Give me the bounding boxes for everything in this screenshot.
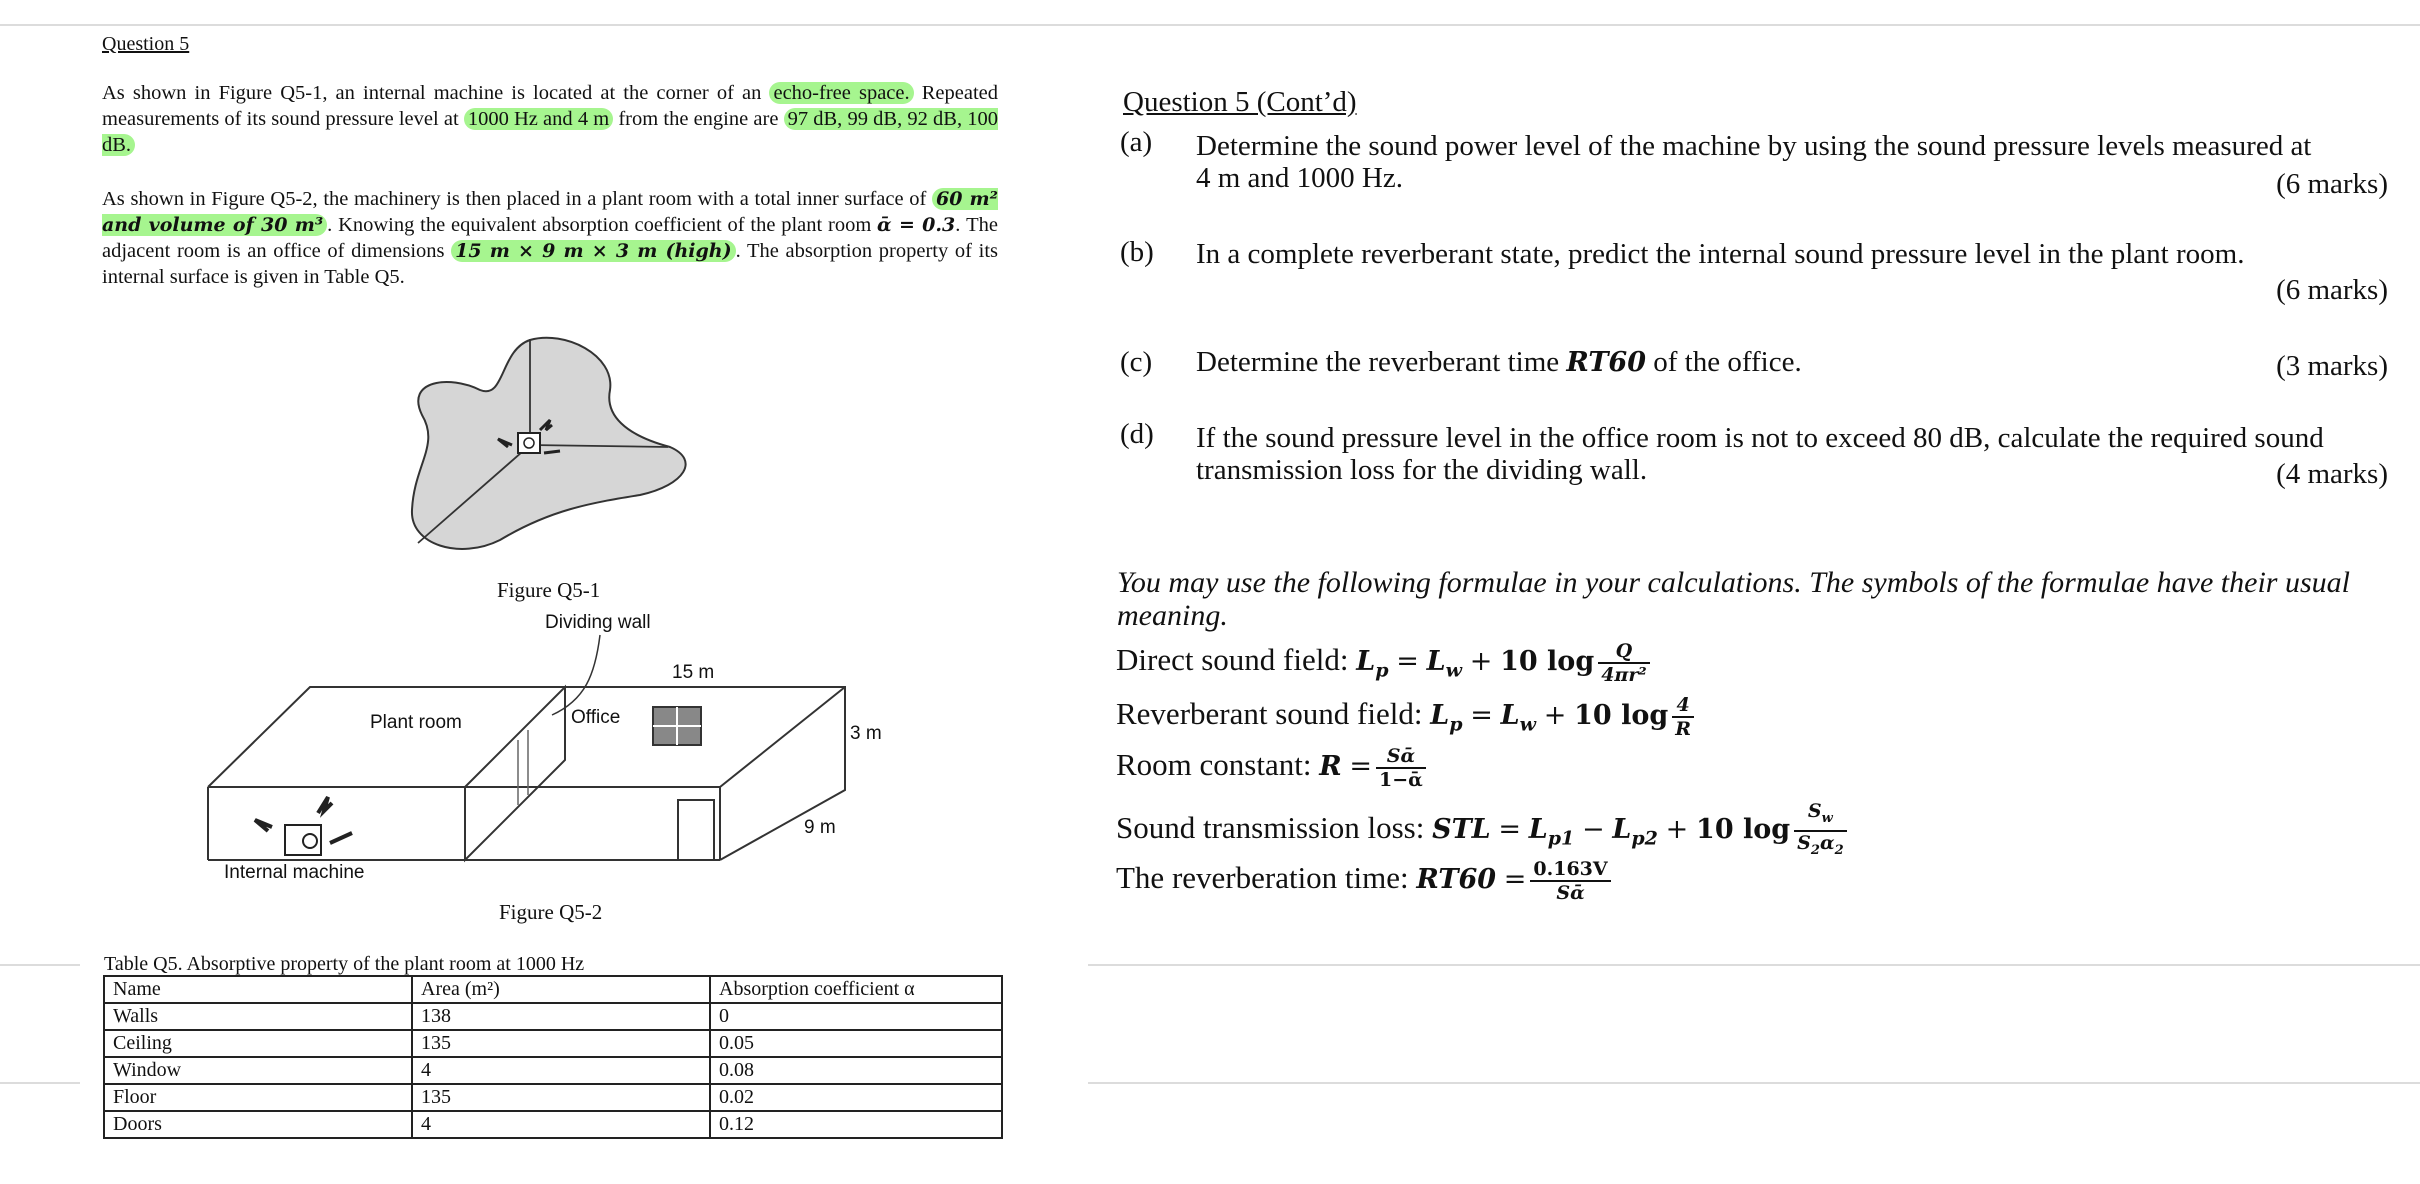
table-row (104, 1030, 1002, 1057)
intro-paragraph-2: As shown in Figure Q5-2, the machinery is then placed in a plant room with a total inner surface of 60 m² and volume of 30 m³ . Knowing the equivalent absorption coefficient of the plant room ᾱ = 0.3. The adjacent room is an office of dimensions 15 m × 9 m × 3 m (high) . The absorption property of its internal surface is given in Table Q5. (102, 188, 999, 288)
formula-reverberant: Reverberant sound field: $L_p = L_w + 10$ log $\frac{4}{R}$ (1116, 694, 1694, 740)
figure-q5-1-caption: Figure Q5-1 (497, 578, 601, 602)
part-text: In a complete reverberant state, predict the internal sound pressure level in the plant room. (1196, 238, 2245, 270)
table-cell: 135 (412, 1084, 710, 1111)
question-heading: Question 5 (102, 33, 190, 55)
figure-q5-1 (400, 335, 700, 555)
marks: (3 marks) (2276, 350, 2388, 382)
formulae-note: You may use the following formulae in your calculations. The symbols of the formulae have their usual meaning. (1117, 566, 2350, 632)
page-rule (0, 964, 80, 966)
page-rule (1088, 964, 2420, 966)
table-cell: Doors (104, 1111, 412, 1138)
table-cell: 4 (412, 1057, 710, 1084)
part-text: Determine the sound power level of the machine by using the sound pressure levels measured at (1196, 130, 2312, 162)
part-text: Determine the reverberant time RT60 of the office. (1196, 346, 1802, 378)
part-label: (a) (1120, 126, 1153, 158)
table-title: Table Q5. Absorptive property of the plant room at 1000 Hz (104, 953, 585, 975)
part-text: 4 m and 1000 Hz. (1196, 162, 1403, 194)
echo-free-space-shape (412, 338, 686, 549)
figure-q5-2-caption: Figure Q5-2 (499, 900, 603, 924)
table-cell: Walls (104, 1003, 412, 1030)
internal-machine-label: Internal machine (224, 862, 365, 883)
office-door (678, 800, 714, 860)
office-label: Office (571, 707, 621, 728)
formula-rt60: The reverberation time: RT60 = $\frac{0.163V}{\text{Sᾱ}}$ (1116, 858, 1611, 904)
table-header: Area (m²) (412, 976, 710, 1003)
table-header: Name (104, 976, 412, 1003)
marks: (6 marks) (2276, 168, 2388, 200)
absorption-table (103, 975, 1003, 1139)
table-cell: Floor (104, 1084, 412, 1111)
formula-stl: Sound transmission loss: STL = $L_{p1} - L_{p2} + 10$ log $\frac{S_w}{S_2\alpha_2}$ (1116, 800, 1847, 862)
cont-heading: Question 5 (Cont’d) (1123, 86, 1357, 118)
table-row (104, 1003, 1002, 1030)
part-text: transmission loss for the dividing wall. (1196, 454, 1648, 486)
plant-room-label: Plant room (370, 712, 462, 733)
table-cell: 0.12 (710, 1111, 1002, 1138)
table-cell: Ceiling (104, 1030, 412, 1057)
formula-room-constant: Room constant: R = $\frac{\text{Sᾱ}}{\text{1−ᾱ}}$ (1116, 745, 1426, 791)
table-cell: 4 (412, 1111, 710, 1138)
table-header-row (104, 976, 1002, 1003)
dividing-wall-label: Dividing wall (545, 612, 651, 633)
table-cell: Window (104, 1057, 412, 1084)
table-cell: 0 (710, 1003, 1002, 1030)
page-rule (0, 1082, 80, 1084)
table-cell: 0.02 (710, 1084, 1002, 1111)
machine-icon (518, 433, 540, 453)
part-a (1120, 126, 2388, 206)
part-d (1120, 418, 2388, 498)
table-row (104, 1084, 1002, 1111)
table-cell: 0.05 (710, 1030, 1002, 1057)
figure-q5-2 (200, 605, 880, 905)
part-c (1120, 346, 2388, 386)
page-top-rule (0, 24, 2420, 26)
table-cell: 0.08 (710, 1057, 1002, 1084)
part-label: (b) (1120, 236, 1154, 268)
part-label: (d) (1120, 418, 1154, 450)
intro-paragraph-1: As shown in Figure Q5-1, an internal machine is located at the corner of an echo-free space. Repeated measurements of its sound pressure level at 1000 Hz and 4 m from the engine are 97 dB, 99 dB, 92 dB, 100 dB. (102, 82, 998, 156)
table-cell: 138 (412, 1003, 710, 1030)
part-text: If the sound pressure level in the office room is not to exceed 80 dB, calculate the required sound (1196, 422, 2324, 454)
length-label: 15 m (672, 662, 715, 683)
width-label: 9 m (804, 817, 836, 838)
table-cell: 135 (412, 1030, 710, 1057)
formula-direct: Direct sound field: $L_p = L_w + 10$ log $\frac{Q}{\text{4πr²}}$ (1116, 640, 1650, 686)
page-rule (1088, 1082, 2420, 1084)
marks: (6 marks) (2276, 274, 2388, 306)
table-row (104, 1057, 1002, 1084)
height-label: 3 m (850, 723, 882, 744)
table-row (104, 1111, 1002, 1138)
part-label: (c) (1120, 346, 1153, 378)
table-header: Absorption coefficient α (710, 976, 1002, 1003)
part-b (1120, 236, 2388, 316)
marks: (4 marks) (2276, 458, 2388, 490)
dividing-wall (465, 687, 565, 860)
